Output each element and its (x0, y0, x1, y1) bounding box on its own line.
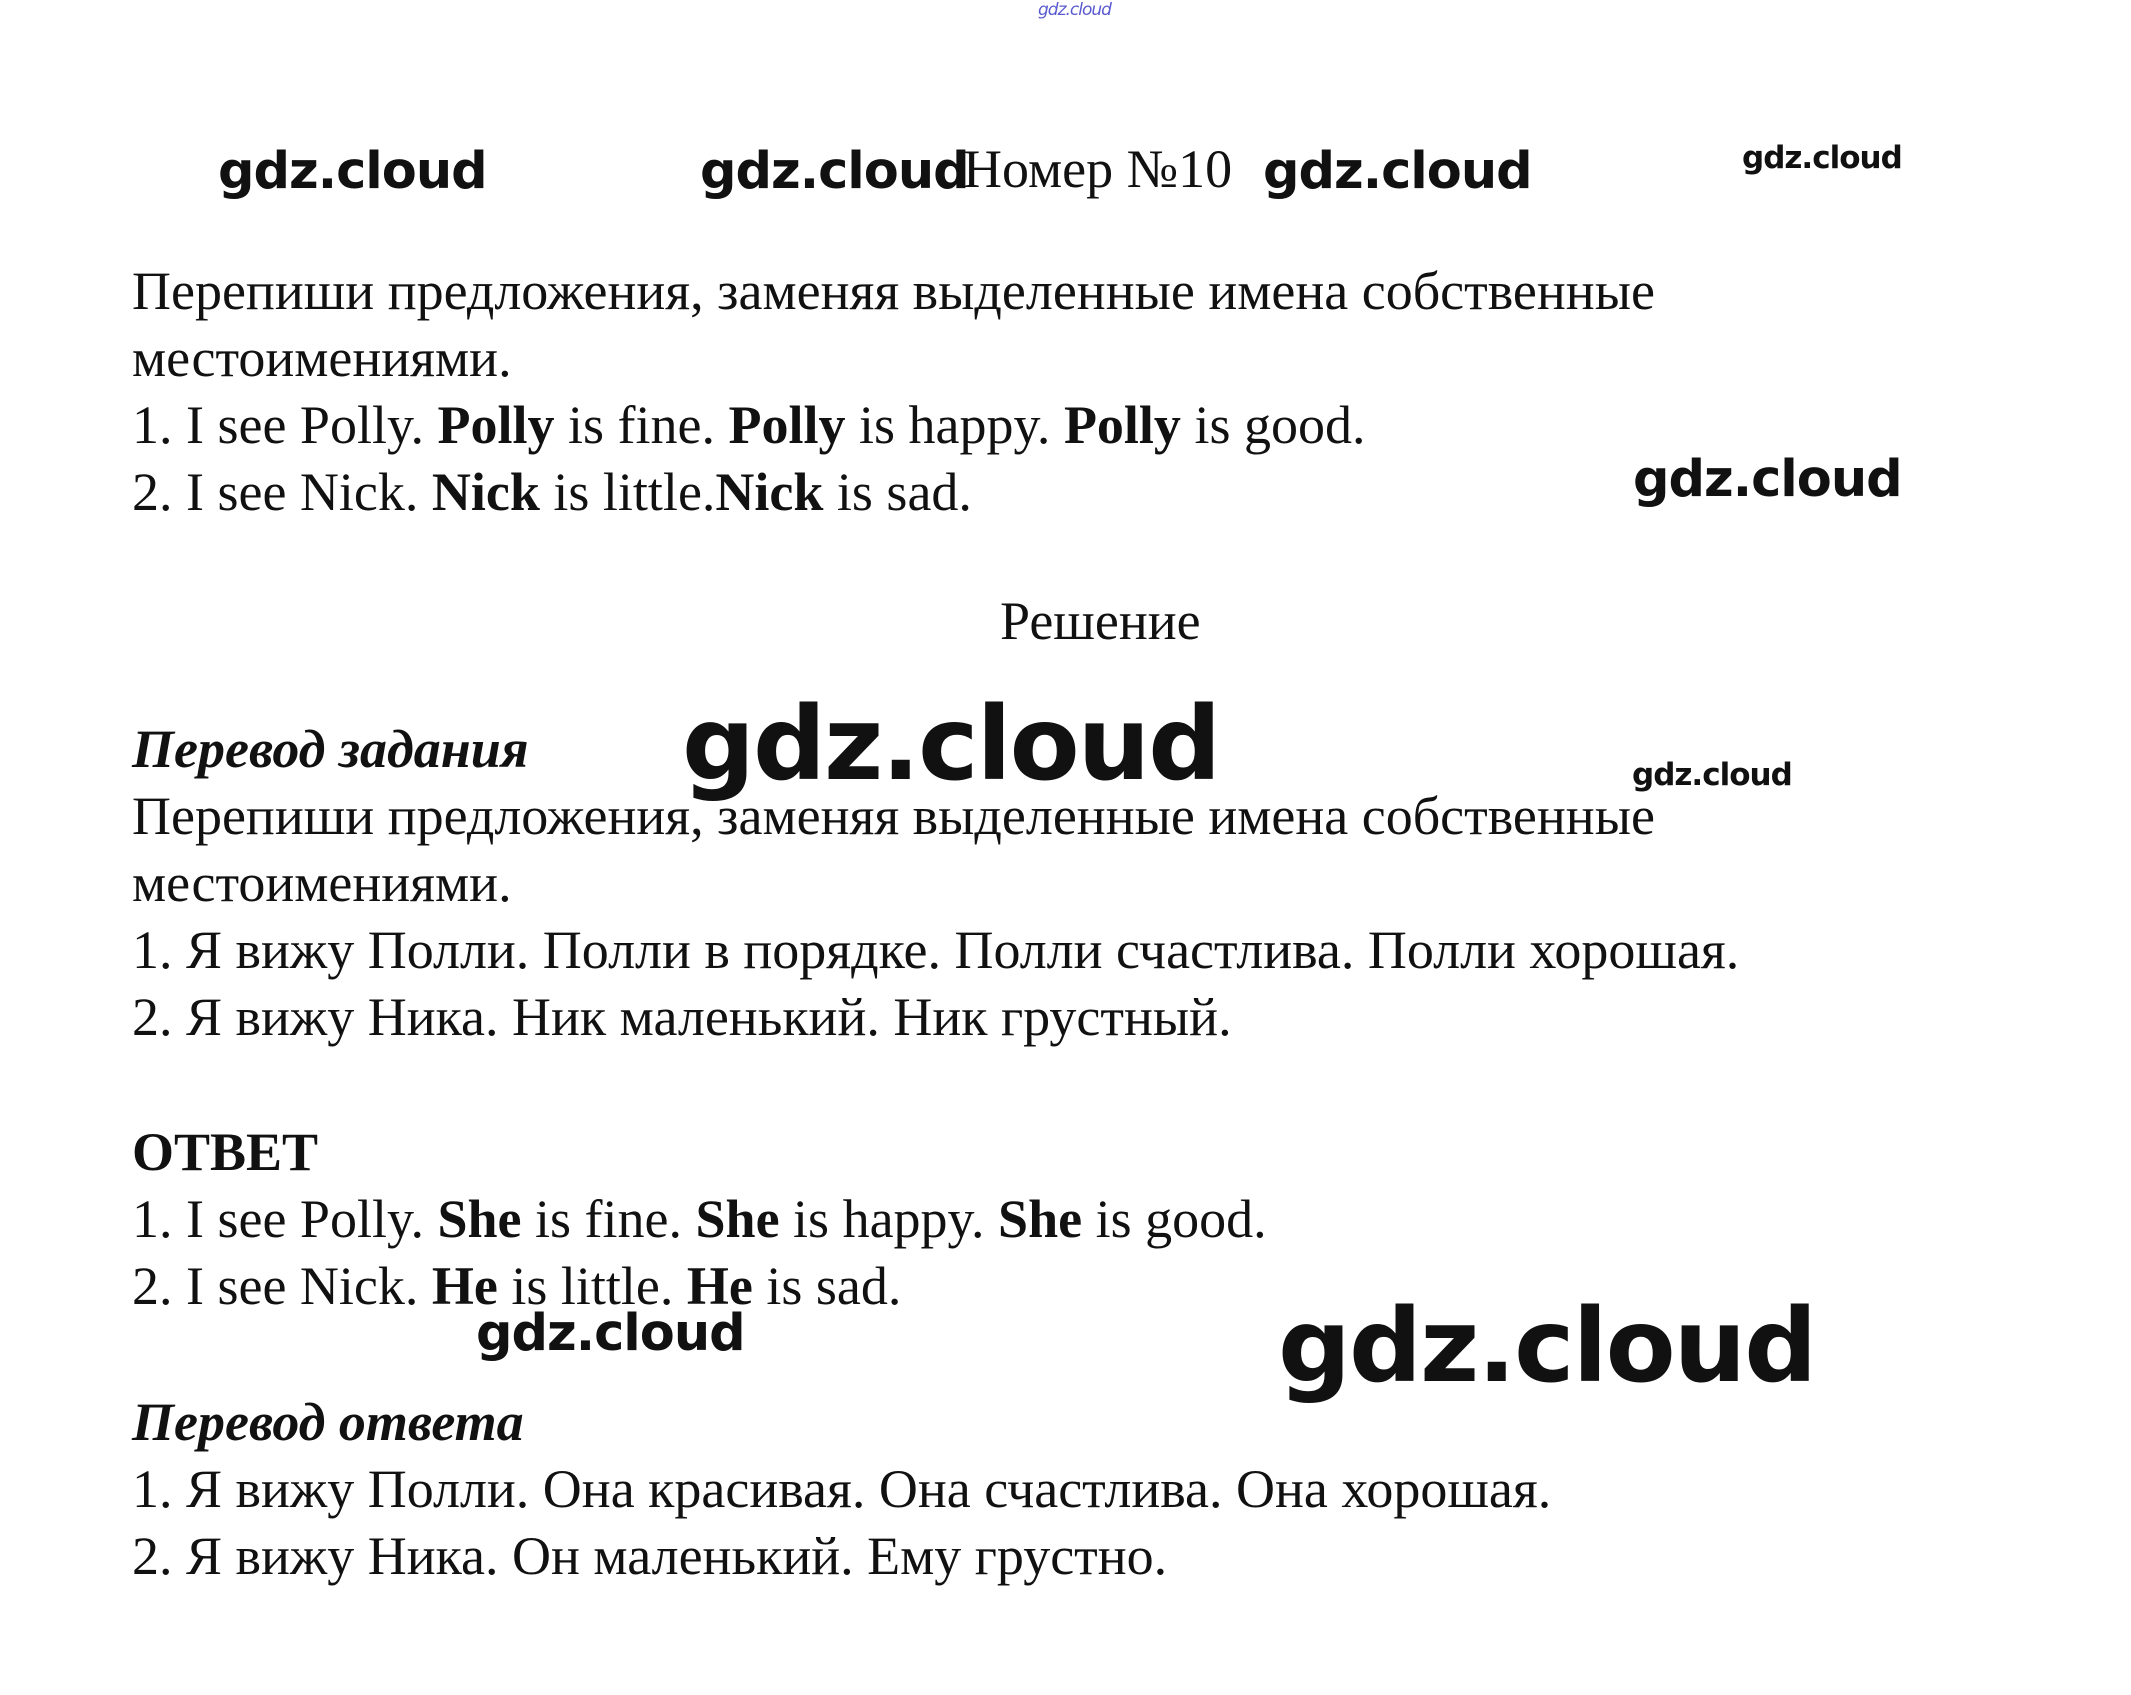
text-segment: 2. I see Nick. (132, 462, 432, 522)
watermark-header-left: gdz.cloud (218, 142, 487, 201)
answer-translation-heading: Перевод ответа (132, 1392, 524, 1452)
text-segment: is good. (1180, 395, 1366, 455)
text-segment: is little. (497, 1256, 687, 1316)
watermark-header-after-title: gdz.cloud (1263, 142, 1532, 201)
bold-pronoun: She (437, 1189, 522, 1249)
task-instruction-line1: Перепиши предложения, заменяя выделенные имена собственные (132, 261, 1655, 321)
bold-name: Nick (431, 462, 540, 522)
text-segment: is little. (539, 462, 716, 522)
text-segment: is happy. (845, 395, 1064, 455)
task-sentence-1 (132, 395, 1366, 455)
text-segment: is happy. (779, 1189, 999, 1249)
watermark-right-mid: gdz.cloud (1633, 450, 1902, 509)
text-segment: is fine. (521, 1189, 696, 1249)
watermark-large-lower-right: gdz.cloud (1278, 1287, 1816, 1406)
watermark-header-center: gdz.cloud (700, 142, 969, 201)
task-translation-heading: Перевод задания (132, 719, 529, 779)
watermark-lower-left: gdz.cloud (476, 1304, 745, 1363)
bold-name: Polly (1063, 395, 1181, 455)
text-segment: is sad. (823, 462, 972, 522)
task-translation-line1: Перепиши предложения, заменяя выделенные имена собственные (132, 786, 1655, 846)
bold-pronoun: He (431, 1256, 498, 1316)
bold-pronoun: She (695, 1189, 780, 1249)
text-segment: is fine. (554, 395, 729, 455)
bold-name: Polly (728, 395, 846, 455)
solution-label: Решение (1000, 591, 1201, 651)
watermark-large-center: gdz.cloud (682, 685, 1220, 804)
watermark-tiny-top: gdz.cloud (1038, 0, 1111, 20)
task-translation-line2: местоимениями. (132, 853, 512, 913)
answer-sentence-2 (132, 1256, 902, 1316)
text-segment: is sad. (752, 1256, 902, 1316)
answer-translation-line2: 2. Я вижу Ника. Он маленький. Ему грустно. (132, 1526, 1168, 1586)
task-translation-line3: 1. Я вижу Полли. Полли в порядке. Полли счастлива. Полли хорошая. (132, 920, 1740, 980)
text-segment: 1. I see Polly. (132, 395, 438, 455)
bold-name: Polly (437, 395, 555, 455)
page-title: Номер №10 (963, 139, 1233, 199)
text-segment: 1. I see Polly. (132, 1189, 438, 1249)
bold-name: Nick (715, 462, 824, 522)
watermark-small-right: gdz.cloud (1632, 757, 1792, 793)
answer-sentence-1 (132, 1189, 1267, 1249)
bold-pronoun: He (686, 1256, 753, 1316)
text-segment: 2. I see Nick. (132, 1256, 432, 1316)
task-translation-line4: 2. Я вижу Ника. Ник маленький. Ник грустный. (132, 987, 1232, 1047)
answer-heading: ОТВЕТ (132, 1122, 319, 1182)
task-sentence-2 (132, 462, 972, 522)
watermark-header-right: gdz.cloud (1742, 140, 1902, 176)
bold-pronoun: She (998, 1189, 1083, 1249)
answer-translation-line1: 1. Я вижу Полли. Она красивая. Она счастлива. Она хорошая. (132, 1459, 1552, 1519)
task-instruction-line2: местоимениями. (132, 328, 512, 388)
text-segment: is good. (1082, 1189, 1267, 1249)
